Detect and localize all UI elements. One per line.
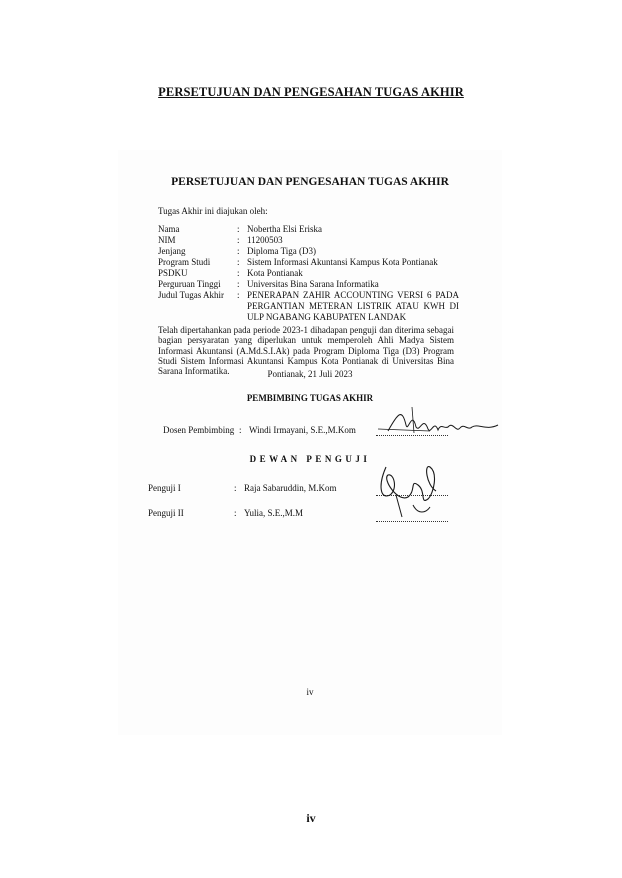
field-row [158, 235, 459, 246]
field-separator: : [237, 235, 240, 245]
penguji-1-separator: : [234, 483, 237, 493]
field-label: Perguruan Tinggi [158, 279, 221, 289]
penguji-2-name: Yulia, S.E.,M.M [244, 508, 304, 518]
penguji-2-signature-line [376, 521, 448, 522]
dosen-row [163, 425, 356, 435]
penguji-1-label: Penguji I [148, 483, 181, 493]
field-value: 11200503 [247, 235, 283, 245]
field-value: Universitas Bina Sarana Informatika [247, 279, 379, 289]
intro-text: Tugas Akhir ini diajukan oleh: [158, 206, 268, 216]
field-row [158, 279, 459, 290]
field-separator: : [237, 268, 240, 278]
field-label: Program Studi [158, 257, 211, 267]
pembimbing-title: PEMBIMBING TUGAS AKHIR [246, 393, 374, 403]
penguji-2-separator: : [234, 508, 237, 518]
field-separator: : [237, 224, 240, 234]
scanned-approval-sheet [118, 150, 502, 735]
scan-title: PERSETUJUAN DAN PENGESAHAN TUGAS AKHIR [171, 176, 449, 188]
field-separator: : [237, 257, 240, 267]
field-label: NIM [158, 235, 176, 245]
field-label: Nama [158, 224, 180, 234]
field-separator: : [237, 290, 240, 300]
penguji-2-label: Penguji II [148, 508, 184, 518]
field-separator: : [237, 246, 240, 256]
page-heading: PERSETUJUAN DAN PENGESAHAN TUGAS AKHIR [158, 85, 464, 99]
dewan-penguji-title: DEWAN PENGUJI [249, 454, 371, 464]
penguji-1-signature [368, 455, 458, 525]
approval-paragraph: Telah dipertahankan pada periode 2023-1 dihadapan penguji dan diterima sebagai bagian persyaratan yang diperlukan untuk memperoleh Ahli Madya Sistem Informasi Akuntansi (A.Md.S.I.Ak) pada Program Diploma Tiga (D3) Program Studi Sistem Informasi Akuntansi Kampus Kota Pontianak di Universitas Bina Sarana Informatika. [158, 325, 454, 377]
dosen-signature [368, 403, 503, 443]
field-label: PSDKU [158, 268, 188, 278]
penguji-1-row [148, 483, 337, 493]
dosen-label: Dosen Pembimbing [163, 425, 235, 435]
dosen-separator: : [239, 425, 242, 435]
dosen-name: Windi Irmayani, S.E.,M.Kom [249, 425, 356, 435]
field-value: Kota Pontianak [247, 268, 303, 278]
field-row [158, 268, 459, 279]
scan-page-number: iv [306, 687, 314, 697]
penguji-2-row [148, 508, 303, 518]
field-value: Sistem Informasi Akuntansi Kampus Kota Pontianak [247, 257, 438, 267]
field-row [158, 246, 459, 257]
penguji-1-name: Raja Sabaruddin, M.Kom [244, 483, 337, 493]
field-value: Nobertha Elsi Eriska [247, 224, 322, 234]
field-label: Judul Tugas Akhir [158, 290, 225, 300]
field-row [158, 257, 459, 268]
field-separator: : [237, 279, 240, 289]
field-label: Jenjang [158, 246, 186, 256]
field-row [158, 224, 459, 235]
page-number: iv [306, 811, 316, 825]
field-value: Diploma Tiga (D3) [247, 246, 317, 256]
field-value: PENERAPAN ZAHIR ACCOUNTING VERSI 6 PADA PERGANTIAN METERAN LISTRIK ATAU KWH DI ULP NGABANG KABUPATEN LANDAK [247, 290, 459, 322]
field-row [158, 290, 459, 323]
approval-date: Pontianak, 21 Juli 2023 [267, 369, 353, 379]
